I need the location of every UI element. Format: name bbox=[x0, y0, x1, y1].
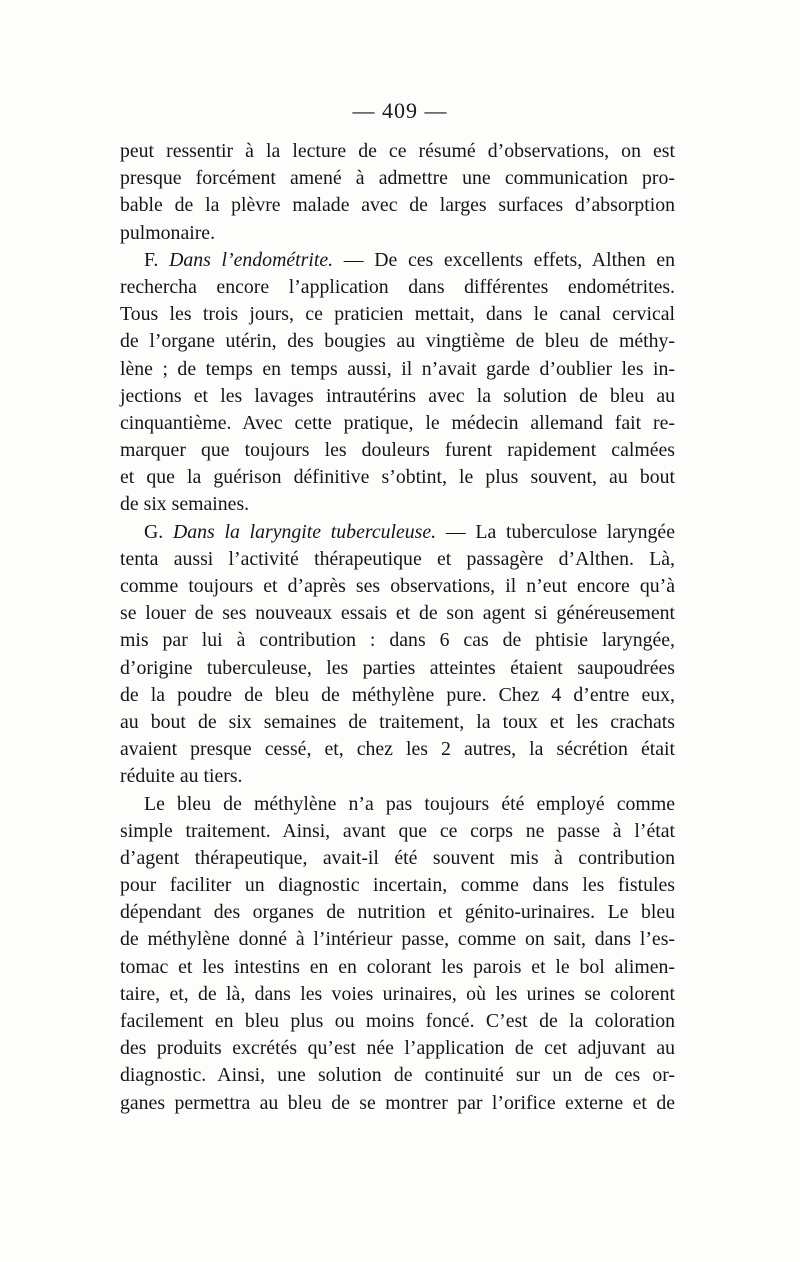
section-label: F. bbox=[144, 248, 159, 271]
text-line: avaient presque cessé, et, chez les 2 autres, la sécrétion était bbox=[120, 738, 675, 761]
text-line: dépendant des organes de nutrition et génito-urinaires. Le bleu bbox=[120, 901, 675, 924]
text-line: simple traitement. Ainsi, avant que ce corps ne passe à l’état bbox=[120, 819, 675, 842]
text-line: Tous les trois jours, ce praticien mettait, dans le canal cervical bbox=[120, 303, 675, 326]
text-line: bable de la plèvre malade avec de larges surfaces d’absorption bbox=[120, 194, 675, 217]
text-line: jections et les lavages intrautérins avec la solution de bleu au bbox=[120, 384, 675, 407]
page-number: — 409 — bbox=[352, 98, 448, 123]
text-line: de méthylène donné à l’intérieur passe, comme on sait, dans l’es- bbox=[120, 928, 675, 951]
text-line: comme toujours et d’après ses observations, il n’eut encore qu’à bbox=[120, 575, 675, 597]
text-line: des produits excrétés qu’est née l’application de cet adjuvant au bbox=[120, 1037, 675, 1060]
text-line: d’origine tuberculeuse, les parties atteintes étaient saupoudrées bbox=[120, 656, 675, 679]
text-line: diagnostic. Ainsi, une solution de continuité sur un de ces or- bbox=[120, 1064, 675, 1087]
section-heading: Dans la laryngite tuberculeuse. bbox=[172, 520, 437, 543]
text-fragment: — La tuberculose laryngée bbox=[436, 520, 675, 543]
section-heading-line bbox=[120, 247, 675, 274]
text-line: de six semaines. bbox=[120, 493, 250, 516]
text-line: lène ; de temps en temps aussi, il n’avait garde d’oublier les in- bbox=[120, 357, 675, 380]
text-line: rechercha encore l’application dans différentes endométrites. bbox=[120, 275, 675, 298]
text-line: pour faciliter un diagnostic incertain, comme dans les fistules bbox=[120, 874, 675, 897]
text-line: facilement en bleu plus ou moins foncé. C’est de la coloration bbox=[120, 1010, 675, 1032]
text-line: marquer que toujours les douleurs furent rapidement calmées bbox=[120, 439, 675, 462]
text-line: mis par lui à contribution : dans 6 cas de phtisie laryngée, bbox=[120, 629, 675, 652]
text-line: Le bleu de méthylène n’a pas toujours été employé comme bbox=[144, 792, 675, 815]
text-line: se louer de ses nouveaux essais et de son agent si généreusement bbox=[120, 602, 675, 625]
text-line: tomac et les intestins en en colorant les parois et le bol alimen- bbox=[120, 955, 675, 978]
text-line: presque forcément amené à admettre une communication pro- bbox=[120, 167, 675, 190]
text-line: cinquantième. Avec cette pratique, le médecin allemand fait re- bbox=[120, 411, 675, 434]
text-line: tenta aussi l’activité thérapeutique et passagère d’Althen. Là, bbox=[120, 547, 675, 570]
text-line: au bout de six semaines de traitement, la toux et les crachats bbox=[120, 710, 675, 733]
text-line: pulmonaire. bbox=[120, 221, 216, 244]
text-line: et que la guérison définitive s’obtint, le plus souvent, au bout bbox=[120, 466, 675, 489]
section-label: G. bbox=[144, 520, 164, 543]
text-line: de la poudre de bleu de méthylène pure. Chez 4 d’entre eux, bbox=[120, 683, 675, 706]
body-text bbox=[120, 138, 675, 1117]
text-line: d’agent thérapeutique, avait-il été souvent mis à contribution bbox=[120, 846, 675, 869]
text-line: ganes permettra au bleu de se montrer par l’orifice externe et de bbox=[120, 1091, 675, 1114]
section-heading-line bbox=[120, 519, 675, 546]
text-line: taire, et, de là, dans les voies urinaires, où les urines se colorent bbox=[120, 982, 675, 1005]
text-line: de l’organe utérin, des bougies au vingtième de bleu de méthy- bbox=[120, 330, 675, 353]
text-line: peut ressentir à la lecture de ce résumé d’observations, on est bbox=[120, 140, 675, 162]
text-line: réduite au tiers. bbox=[120, 765, 243, 788]
section-heading: Dans l’endométrite. bbox=[169, 248, 334, 271]
text-fragment: — De ces excellents effets, Althen en bbox=[333, 248, 675, 271]
